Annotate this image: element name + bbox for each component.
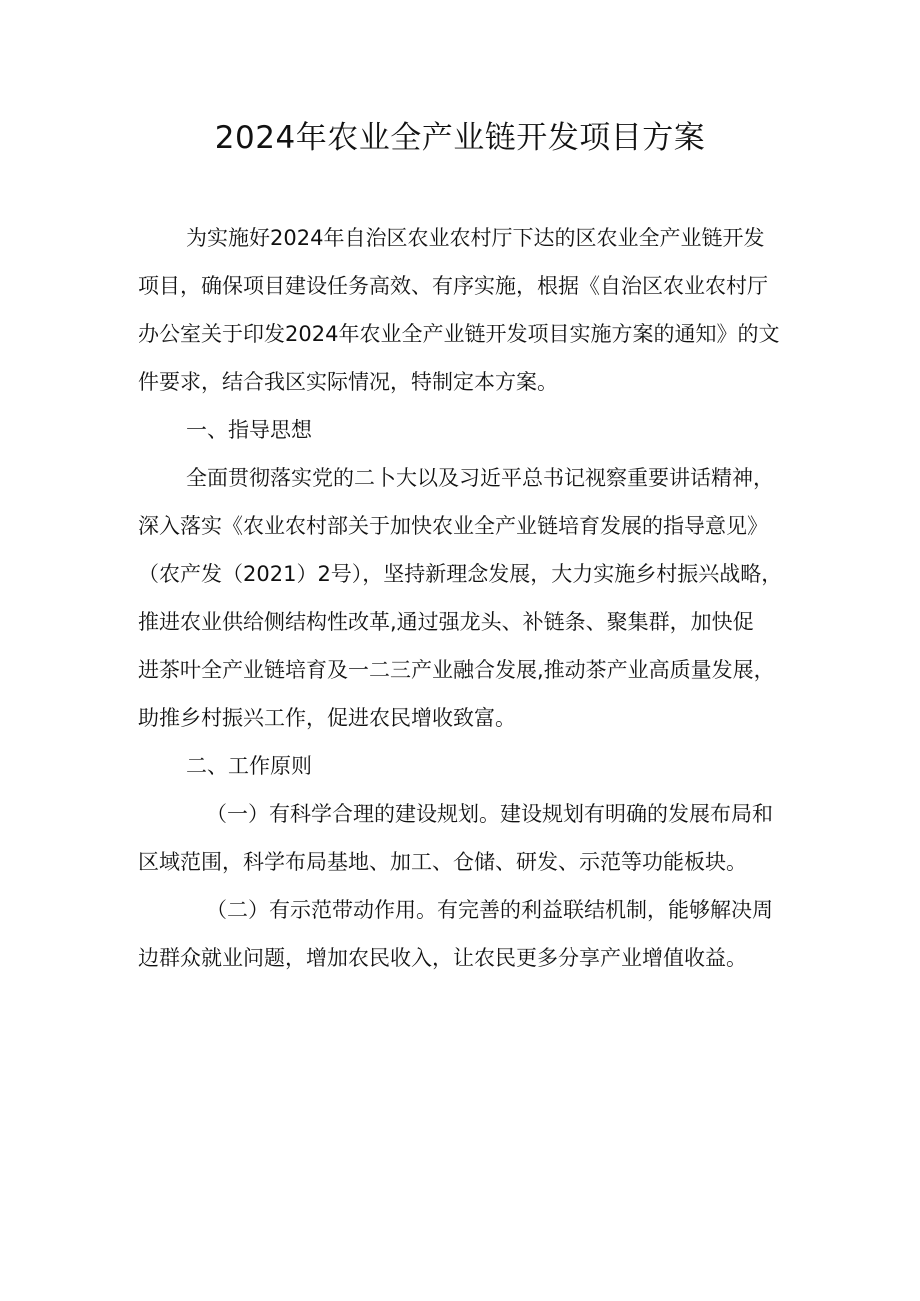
paragraph-line: （二）有示范带动作用。有完善的利益联结机制，能够解决周 bbox=[206, 898, 773, 922]
document-body bbox=[138, 214, 788, 982]
paragraph-line: 深入落实《农业农村部关于加快农业全产业链培育发展的指导意见》 bbox=[138, 514, 768, 538]
principle-2-paragraph bbox=[138, 886, 788, 982]
paragraph-line: 进茶叶全产业链培育及一二三产业融合发展,推动茶产业高质量发展， bbox=[138, 658, 775, 682]
paragraph-line: 助推乡村振兴工作，促进农民增收致富。 bbox=[138, 706, 516, 730]
guiding-ideology-paragraph bbox=[138, 454, 788, 742]
intro-line: 为实施好2024年自治区农业农村厅下达的区农业全产业链开发 bbox=[186, 226, 765, 250]
section-heading-work-principles: 二、工作原则 bbox=[186, 754, 312, 778]
intro-line: 项目，确保项目建设任务高效、有序实施，根据《自治区农业农村厅 bbox=[138, 274, 768, 298]
paragraph-line: （农产发（2021）2号），坚持新理念发展，大力实施乡村振兴战略， bbox=[138, 562, 783, 586]
principle-1-paragraph bbox=[138, 790, 788, 886]
paragraph-line: （一）有科学合理的建设规划。建设规划有明确的发展布局和 bbox=[206, 802, 773, 826]
paragraph-line: 全面贯彻落实党的二卜大以及习近平总书记视察重要讲话精神， bbox=[186, 466, 774, 490]
intro-paragraph bbox=[138, 214, 788, 406]
paragraph-line: 推进农业供给侧结构性改革,通过强龙头、补链条、聚集群，加快促 bbox=[138, 610, 754, 634]
paragraph-line: 边群众就业问题，增加农民收入，让农民更多分享产业增值收益。 bbox=[138, 946, 747, 970]
document-title: 2024年农业全产业链开发项目方案 bbox=[214, 120, 706, 156]
paragraph-line: 区域范围，科学布局基地、加工、仓储、研发、示范等功能板块。 bbox=[138, 850, 747, 874]
intro-line: 办公室关于印发2024年农业全产业链开发项目实施方案的通知》的文 bbox=[138, 322, 780, 346]
intro-line: 件要求，结合我区实际情况，特制定本方案。 bbox=[138, 370, 558, 394]
section-heading-guiding-ideology: 一、指导思想 bbox=[186, 418, 312, 442]
